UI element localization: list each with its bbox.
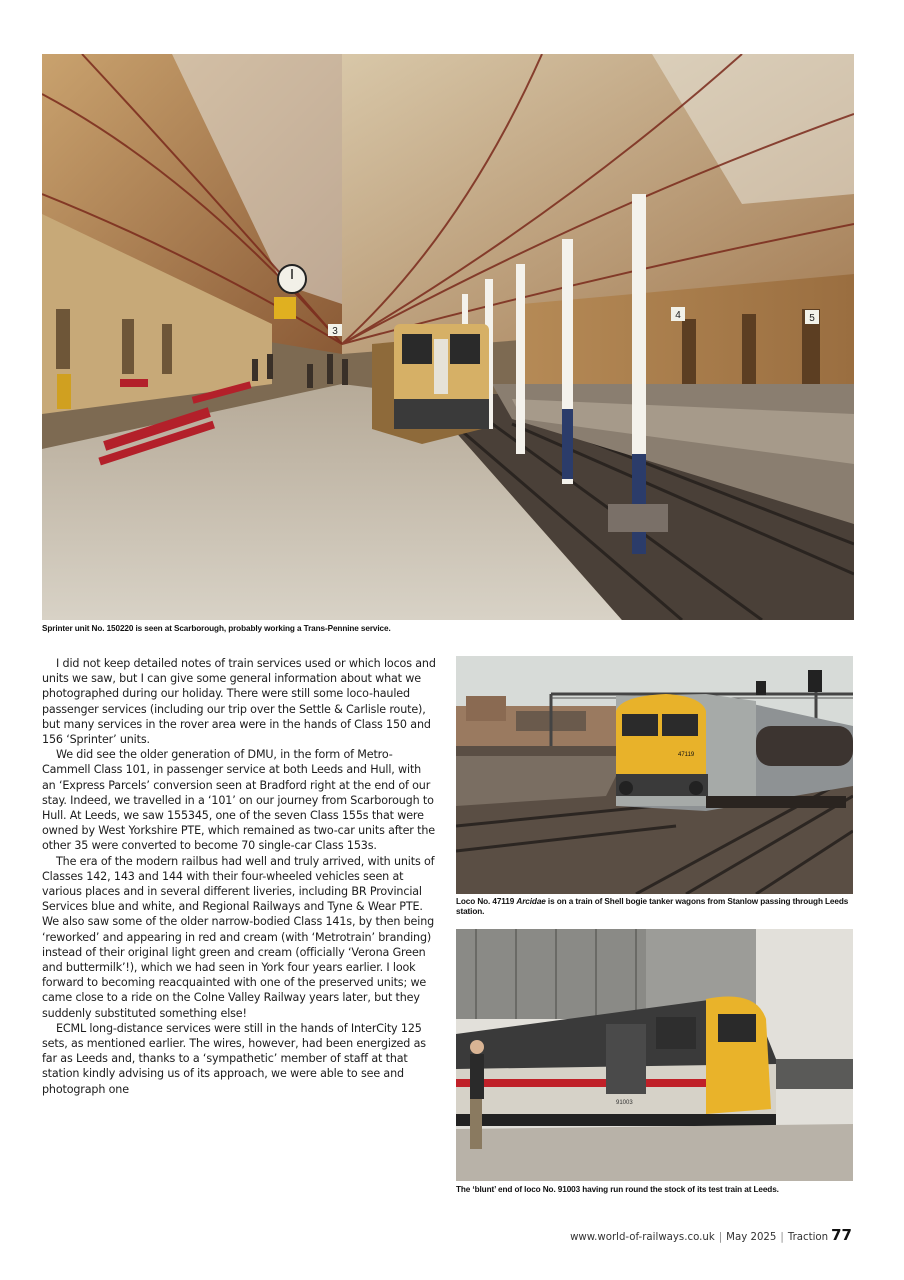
loco-number-47119: 47119 <box>678 752 695 758</box>
page-footer <box>570 1226 852 1244</box>
article-paragraph: We did see the older generation of DMU, in the form of Metro-Cammell Class 101, in passenger service at both Leeds and Hull, with an ‘Express Parcels’ conversion seen at Bradford right at the end of our stay. Indeed, we travelled in a ‘101’ on our journey from Scarborough to Hull. At Leeds, we saw 155345, one of the seven Class 155s that were owned by West Yorkshire PTE, which remained as two-car units after the other 35 were converted to become 70 single-car Class 153s. <box>42 748 435 853</box>
footer-separator: | <box>780 1232 784 1243</box>
platform-number-5: 5 <box>809 313 815 324</box>
loco-number-91003: 91003 <box>616 1100 633 1106</box>
footer-issue: May 2025 <box>726 1232 777 1243</box>
middle-caption-loco-name: Arcidae <box>516 897 546 906</box>
article-body <box>42 656 437 1097</box>
class-47-leeds-photo <box>456 656 853 894</box>
article-paragraph: ECML long-distance services were still in the hands of InterCity 125 sets, as mentioned earlier. The wires, however, had been energized as far as Leeds and, thanks to a ‘sympathetic’ member of staff at that station kindly advising us of its approach, we were able to see and photograph one <box>42 1021 426 1096</box>
footer-website: www.world-of-railways.co.uk <box>570 1232 715 1243</box>
footer-magazine: Traction <box>787 1232 829 1243</box>
article-paragraph: The era of the modern railbus had well and truly arrived, with units of Classes 142, 143 and 144 with their four-wheeled vehicles seen at various places and in several different liveries, including BR Provincial Services blue and white, and Regional Railways and Tyne & Wear PTE. We also saw some of the older narrow-bodied Class 141s, by then being ‘reworked’ and appearing in red and cream (with ‘Metrotrain’ branding) instead of their original light green and cream (officially ‘Verona Green and buttermilk’!), which we had seen in York four years earlier. I look forward to becoming reacquainted with one of the preserved units; we came close to a ride on the Colne Valley Railway years later, but they suddenly substituted something else! <box>42 854 435 1020</box>
class-91-leeds-photo <box>456 929 853 1181</box>
bottom-photo-caption: The ‘blunt’ end of loco No. 91003 having run round the stock of its test train at Leeds. <box>456 1185 779 1194</box>
article-paragraph: I did not keep detailed notes of train services used or which locos and units we saw, but I can give some general information about what we photographed during our holiday. There were still some loco-hauled passenger services (including our trip over the Settle & Carlisle route), but many services in the rover area were in the hands of Class 150 and 156 ‘Sprinter’ units. <box>42 657 436 747</box>
platform-number-4: 4 <box>675 310 681 321</box>
platform-number-3: 3 <box>332 326 338 337</box>
middle-caption-suffix: is on a train of Shell bogie tanker wagons from Stanlow passing through Leeds station. <box>456 897 849 916</box>
top-photo-caption: Sprinter unit No. 150220 is seen at Scarborough, probably working a Trans-Pennine service. <box>42 624 391 633</box>
scarborough-station-photo <box>42 54 854 620</box>
middle-photo-caption <box>456 897 856 917</box>
page-number: 77 <box>831 1226 852 1244</box>
footer-separator: | <box>718 1232 723 1243</box>
middle-caption-prefix: Loco No. 47119 <box>456 897 517 906</box>
